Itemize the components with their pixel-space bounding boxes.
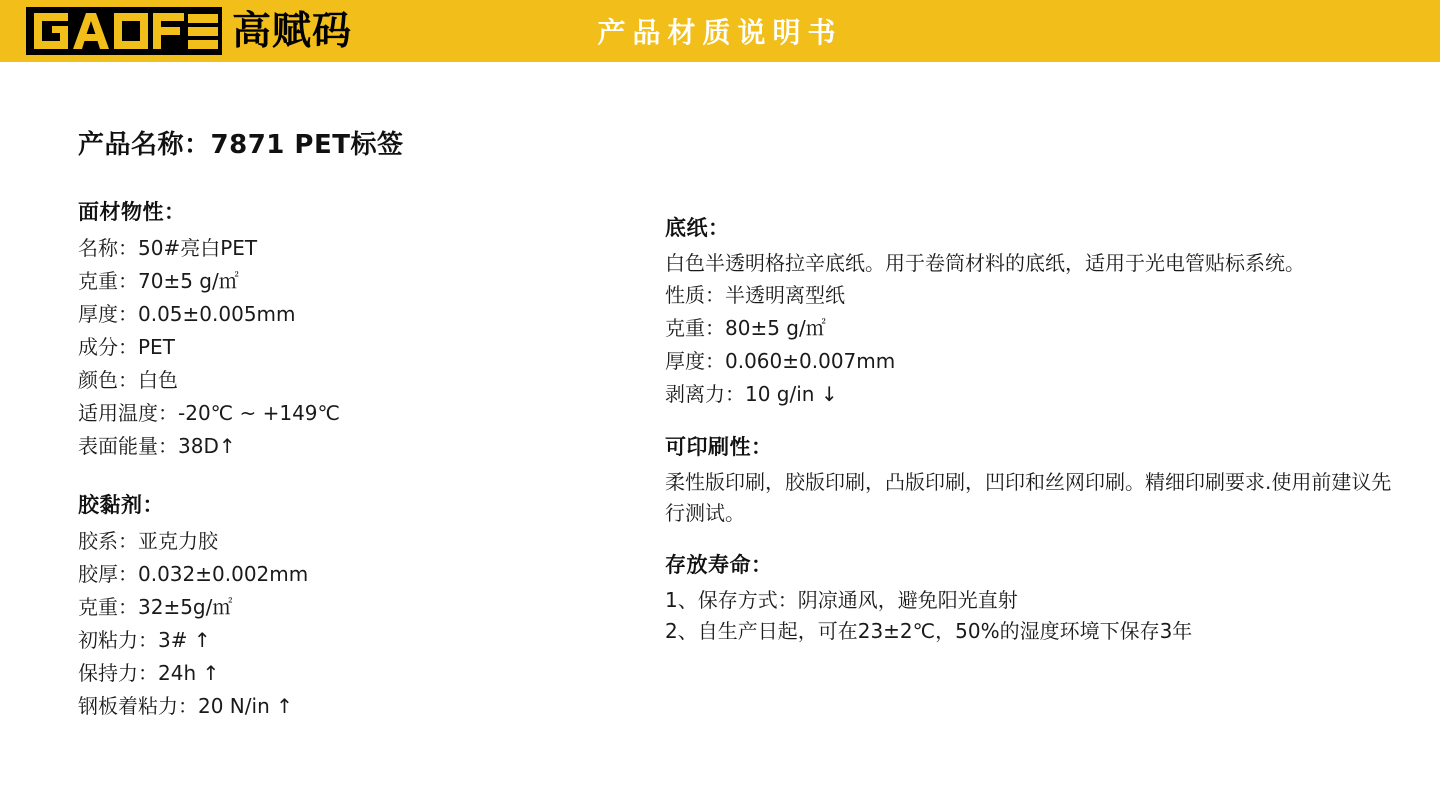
- spec-value: 20 N/in ↑: [198, 694, 293, 718]
- spec-row: [78, 364, 638, 397]
- spec-value: 白色: [138, 368, 178, 392]
- spec-row: [78, 591, 638, 624]
- spec-value: 70±5 g/㎡: [138, 269, 239, 293]
- spec-key: 适用温度：: [78, 401, 178, 425]
- section-adhesive: [78, 489, 638, 723]
- spec-row: [665, 345, 1395, 378]
- storage-item: 1、保存方式：阴凉通风，避免阳光直射: [665, 588, 1018, 612]
- product-name-value: 7871 PET标签: [210, 130, 404, 160]
- spec-key: 颜色：: [78, 368, 138, 392]
- storage-item: 2、自生产日起，可在23±2℃，50%的湿度环境下保存3年: [665, 619, 1193, 643]
- spec-value: 半透明离型纸: [725, 283, 845, 307]
- spec-key: 克重：: [78, 269, 138, 293]
- spec-value: 32±5g/㎡: [138, 595, 233, 619]
- spec-value: 38D↑: [178, 434, 236, 458]
- section-title-storage: 存放寿命：: [665, 553, 773, 577]
- section-facestock: [78, 196, 638, 463]
- spec-key: 剥离力：: [665, 382, 745, 406]
- section-title-printability: 可印刷性：: [665, 435, 773, 459]
- section-storage: [665, 549, 1395, 647]
- spec-row: [665, 279, 1395, 312]
- spec-key: 胶系：: [78, 529, 138, 553]
- spec-value: 0.032±0.002mm: [138, 562, 309, 586]
- section-title-liner: 底纸：: [665, 216, 730, 240]
- spec-row: [78, 430, 638, 463]
- spec-value: 10 g/in ↓: [745, 382, 838, 406]
- spec-row: [78, 397, 638, 430]
- spec-key: 表面能量：: [78, 434, 178, 458]
- spec-row: [78, 232, 638, 265]
- logo-mark: [22, 7, 352, 55]
- spec-value: PET: [138, 335, 175, 359]
- section-title-facestock: 面材物性：: [78, 200, 186, 224]
- spec-value: 50#亮白PET: [138, 236, 258, 260]
- liner-description: 白色半透明格拉辛底纸。用于卷筒材料的底纸，适用于光电管贴标系统。: [665, 251, 1305, 275]
- spec-value: 80±5 g/㎡: [725, 316, 826, 340]
- spec-value: 0.060±0.007mm: [725, 349, 896, 373]
- spec-row: [78, 525, 638, 558]
- spec-key: 厚度：: [78, 302, 138, 326]
- logo-wordmark-latin: [22, 8, 226, 54]
- page-header: [0, 0, 1440, 62]
- spec-value: 24h ↑: [158, 661, 220, 685]
- spec-value: -20℃ ~ +149℃: [178, 401, 340, 425]
- section-title-adhesive: 胶黏剂：: [78, 493, 164, 517]
- product-name-line: [78, 124, 403, 161]
- spec-row: [665, 312, 1395, 345]
- spec-key: 初粘力：: [78, 628, 158, 652]
- spec-key: 性质：: [665, 283, 725, 307]
- spec-row: [665, 378, 1395, 411]
- spec-key: 克重：: [665, 316, 725, 340]
- logo-wordmark-cn: 高赋码: [232, 8, 353, 54]
- spec-key: 克重：: [78, 595, 138, 619]
- spec-row: [78, 265, 638, 298]
- spec-row: [78, 690, 638, 723]
- left-column: [78, 196, 638, 723]
- spec-row: [78, 298, 638, 331]
- product-name-label: 产品名称：: [78, 130, 211, 160]
- spec-row: [78, 657, 638, 690]
- section-liner: [665, 212, 1395, 411]
- spec-value: 0.05±0.005mm: [138, 302, 296, 326]
- spec-value: 3# ↑: [158, 628, 211, 652]
- spec-row: [78, 624, 638, 657]
- spec-key: 厚度：: [665, 349, 725, 373]
- spec-row: [78, 558, 638, 591]
- spacer: [78, 463, 638, 489]
- spec-key: 成分：: [78, 335, 138, 359]
- gaof-logo-icon: [26, 7, 222, 55]
- spec-key: 钢板着粘力：: [78, 694, 198, 718]
- spec-row: [78, 331, 638, 364]
- spec-value: 亚克力胶: [138, 529, 218, 553]
- spec-key: 保持力：: [78, 661, 158, 685]
- page-title: 产品材质说明书: [597, 16, 843, 49]
- right-column: [665, 212, 1395, 647]
- brand-logo: [22, 4, 352, 58]
- spec-key: 名称：: [78, 236, 138, 260]
- spacer: [665, 411, 1395, 431]
- spacer: [665, 529, 1395, 549]
- printability-description: 柔性版印刷，胶版印刷，凸版印刷，凹印和丝网印刷。精细印刷要求.使用前建议先行测试。: [665, 470, 1392, 525]
- spec-key: 胶厚：: [78, 562, 138, 586]
- section-printability: [665, 431, 1395, 529]
